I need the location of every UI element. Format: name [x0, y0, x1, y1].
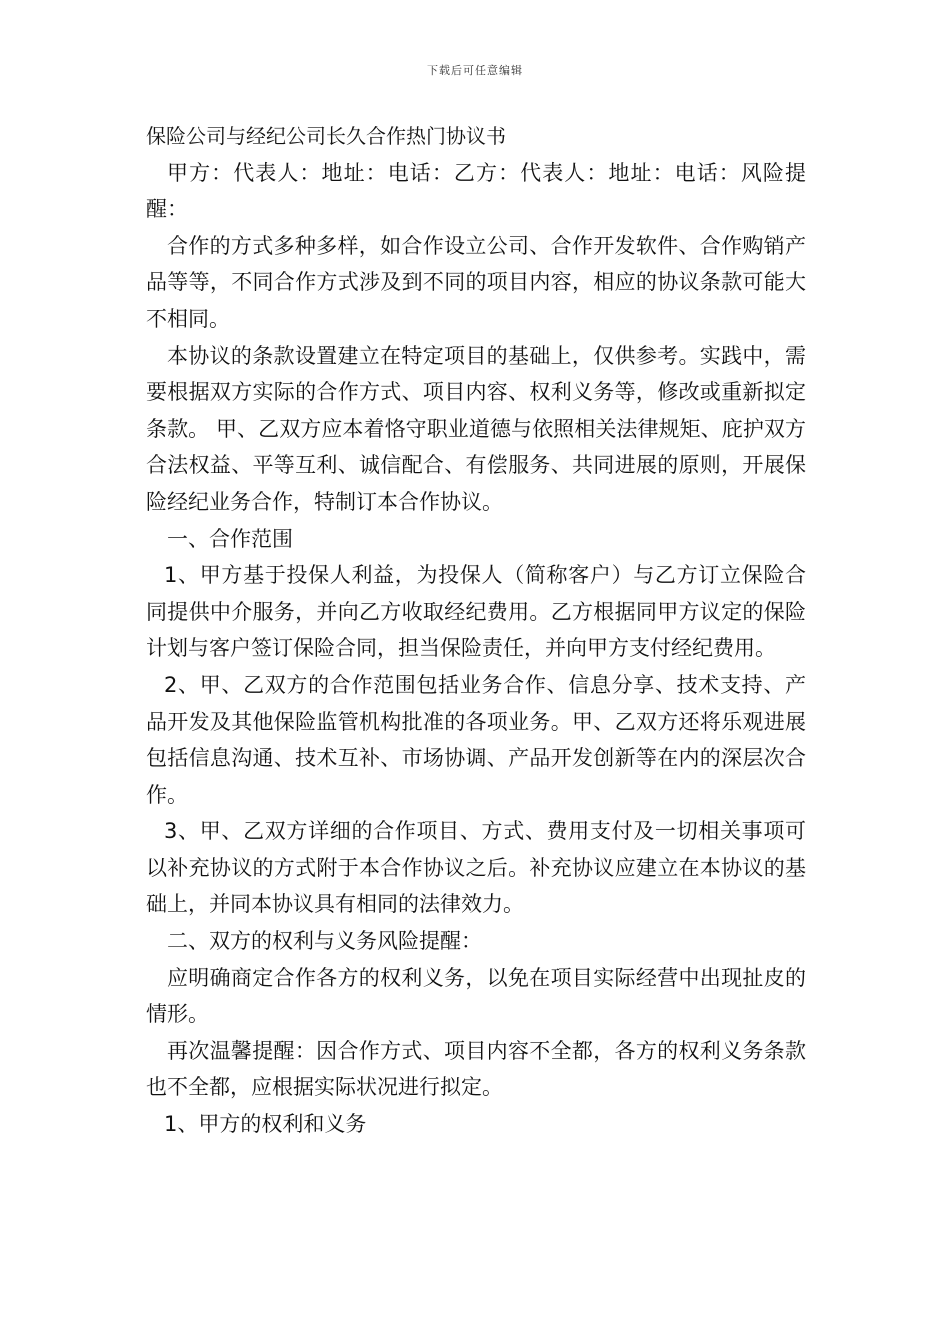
- paragraph-rights-reminder: 应明确商定合作各方的权利义务，以免在项目实际经营中出现扯皮的情形。: [146, 965, 806, 1027]
- header-note: 下载后可任意编辑: [427, 64, 523, 77]
- paragraph-parties: 甲方：代表人：地址：电话：乙方：代表人：地址：电话：风险提醒：: [146, 160, 806, 222]
- clause-scope-3: 3、甲、乙双方详细的合作项目、方式、费用支付及一切相关事项可以补充协议的方式附于本合作协议之后。补充协议应建立在本协议的基础上，并同本协议具有相同的法律效力。: [146, 819, 806, 917]
- paragraph-terms-basis: 本协议的条款设置建立在特定项目的基础上，仅供参考。实践中，需要根据双方实际的合作方式、项目内容、权利义务等，修改或重新拟定条款。 甲、乙双方应本着恪守职业道德与依照相关法律规矩、庇护双方合法权益、平等互利、诚信配合、有偿服务、共同进展的原则，开展保险经纪业务合作，特制订本合作协议。: [146, 343, 806, 514]
- clause-scope-1: 1、甲方基于投保人利益，为投保人（简称客户）与乙方订立保险合同提供中介服务，并向乙方收取经纪费用。乙方根据同甲方议定的保险计划与客户签订保险合同，担当保险责任，并向甲方支付经纪费用。: [146, 563, 806, 661]
- document-body: [146, 118, 806, 1143]
- paragraph-warm-reminder: 再次温馨提醒：因合作方式、项目内容不全都，各方的权利义务条款也不全都，应根据实际状况进行拟定。: [146, 1038, 806, 1100]
- clause-scope-2: 2、甲、乙双方的合作范围包括业务合作、信息分享、技术支持、产品开发及其他保险监管机构批准的各项业务。甲、乙双方还将乐观进展包括信息沟通、技术互补、市场协调、产品开发创新等在内的深层次合作。: [146, 672, 806, 807]
- section-heading-scope: 一、合作范围: [167, 526, 293, 551]
- clause-party-a-rights: 1、甲方的权利和义务: [164, 1112, 367, 1137]
- document-title: 保险公司与经纪公司长久合作热门协议书: [146, 124, 506, 148]
- section-heading-rights: 二、双方的权利与义务风险提醒：: [167, 929, 482, 954]
- paragraph-cooperation-methods: 合作的方式多种多样，如合作设立公司、合作开发软件、合作购销产品等等，不同合作方式涉及到不同的项目内容，相应的协议条款可能大不相同。: [146, 233, 806, 331]
